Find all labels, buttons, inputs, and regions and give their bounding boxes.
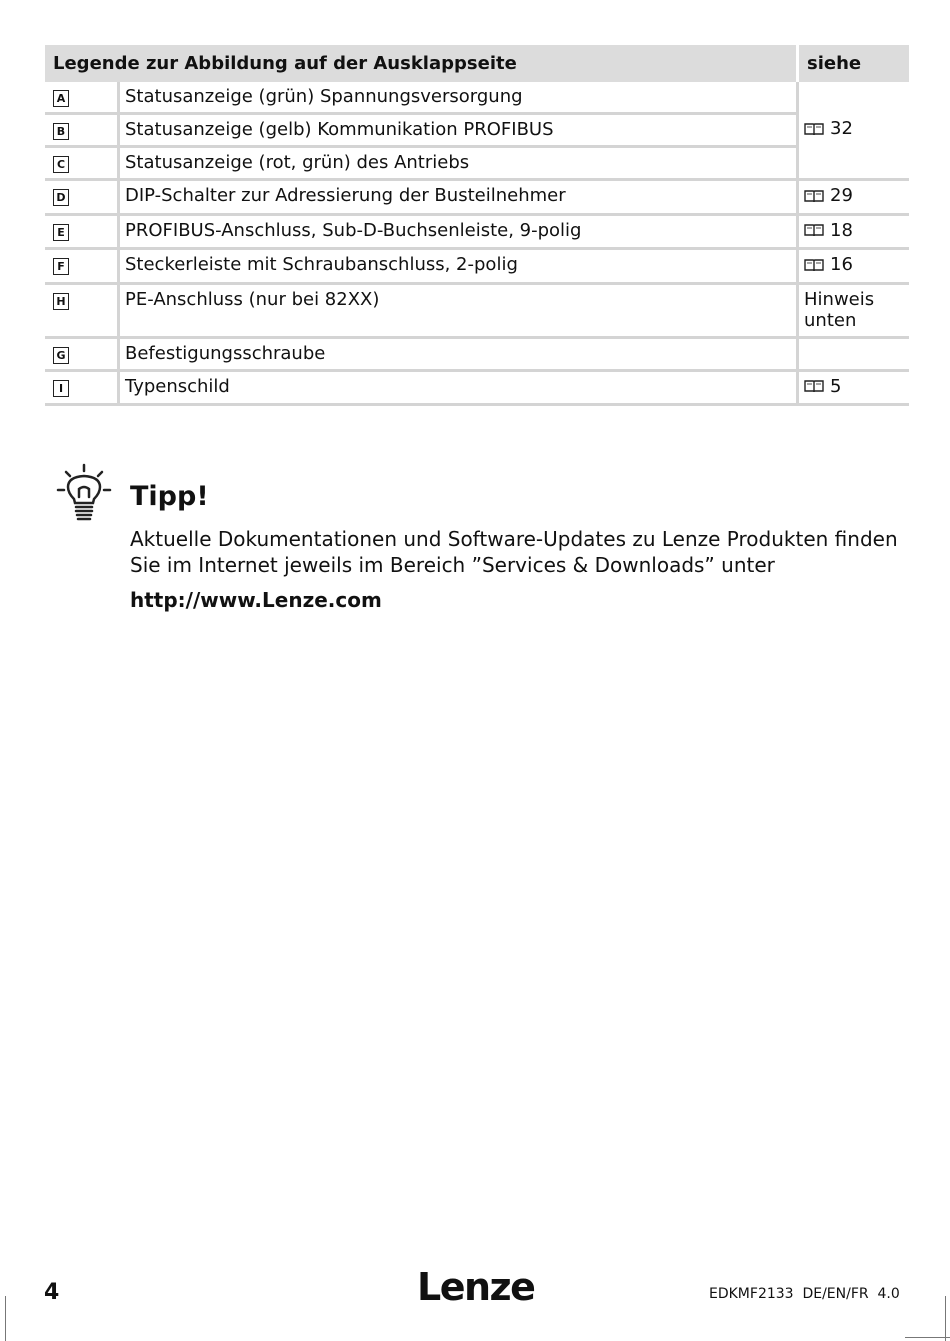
table-row — [45, 216, 909, 251]
ref-cell — [799, 82, 909, 181]
description-cell: Befestigungsschraube — [120, 339, 799, 372]
ref-page: 16 — [830, 254, 853, 275]
document-code: EDKMF2133 DE/EN/FR 4.0 — [709, 1286, 900, 1302]
key-cell — [45, 82, 120, 115]
website-link[interactable]: http://www.Lenze.com — [130, 588, 382, 612]
book-icon — [804, 122, 824, 136]
legend-header-siehe: siehe — [799, 45, 909, 82]
ref-cell — [799, 285, 909, 339]
ref-cell — [799, 372, 909, 407]
ref-page: 32 — [830, 118, 853, 140]
book-icon — [804, 223, 824, 237]
ref-note-line2: unten — [804, 309, 857, 331]
key-cell — [45, 181, 120, 216]
book-icon — [804, 258, 824, 272]
key-cell — [45, 148, 120, 181]
legend-header-title: Legende zur Abbildung auf der Ausklappseite — [45, 45, 799, 82]
key-cell — [45, 372, 120, 407]
key-cell — [45, 216, 120, 251]
key-cell — [45, 250, 120, 285]
description-cell: DIP-Schalter zur Adressierung der Busteilnehmer — [120, 181, 799, 216]
description-cell: Typenschild — [120, 372, 799, 407]
key-cell — [45, 115, 120, 148]
key-label: B — [53, 123, 69, 140]
crop-mark — [945, 1296, 946, 1341]
table-row — [45, 285, 909, 339]
table-row — [45, 115, 909, 148]
description-cell: Statusanzeige (gelb) Kommunikation PROFIBUS — [120, 115, 799, 148]
tip-text — [130, 526, 910, 578]
description-cell: Statusanzeige (grün) Spannungsversorgung — [120, 82, 799, 115]
table-row — [45, 82, 909, 115]
book-icon — [804, 189, 824, 203]
lightbulb-icon — [56, 463, 112, 521]
tip-title: Tipp! — [130, 481, 209, 512]
crop-mark — [5, 1296, 6, 1341]
ref-cell — [799, 250, 909, 285]
brand-logo: Lenze — [417, 1265, 535, 1309]
key-label: A — [53, 90, 69, 107]
legend-header-row — [45, 45, 909, 82]
table-row — [45, 339, 909, 372]
tip-text-line: Aktuelle Dokumentationen und Software-Updates zu Lenze Produkten finden — [130, 527, 898, 551]
table-row — [45, 181, 909, 216]
ref-page: 29 — [830, 185, 853, 206]
tip-text-line: Sie im Internet jeweils im Bereich ”Services & Downloads” unter — [130, 553, 775, 577]
key-label: F — [53, 258, 69, 275]
legend-table — [45, 45, 909, 406]
key-cell — [45, 285, 120, 339]
description-cell: Statusanzeige (rot, grün) des Antriebs — [120, 148, 799, 181]
crop-mark — [905, 1337, 950, 1338]
description-cell: PE-Anschluss (nur bei 82XX) — [120, 285, 799, 339]
page-number: 4 — [44, 1280, 60, 1305]
key-label: D — [53, 189, 69, 206]
table-row — [45, 250, 909, 285]
key-label: H — [53, 293, 69, 310]
ref-page: 18 — [830, 219, 853, 241]
ref-cell — [799, 339, 909, 372]
ref-note-line1: Hinweis — [804, 288, 875, 310]
key-cell — [45, 339, 120, 372]
key-label: E — [53, 224, 69, 241]
description-cell: Steckerleiste mit Schraubanschluss, 2-polig — [120, 250, 799, 285]
ref-page: 5 — [830, 375, 842, 397]
key-label: I — [53, 380, 69, 397]
table-row — [45, 148, 909, 181]
key-label: G — [53, 347, 69, 364]
key-label: C — [53, 156, 69, 173]
description-cell: PROFIBUS-Anschluss, Sub-D-Buchsenleiste, 9-polig — [120, 216, 799, 251]
ref-cell — [799, 181, 909, 216]
ref-cell — [799, 216, 909, 251]
book-icon — [804, 379, 824, 393]
table-row — [45, 372, 909, 407]
